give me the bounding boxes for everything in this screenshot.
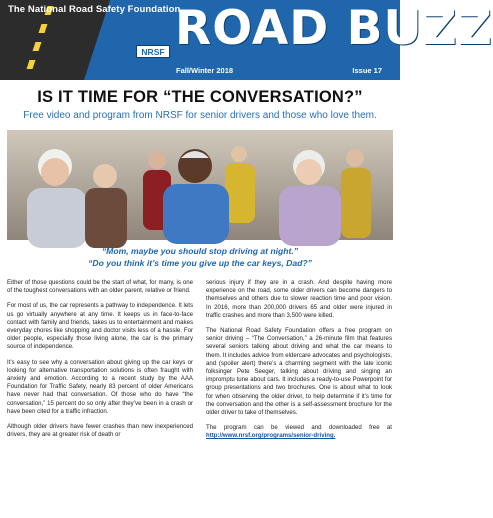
body-column-right [206, 279, 392, 448]
masthead [0, 0, 493, 80]
paragraph: Although older drivers have fewer crashes than new inexperienced drivers, they are at greater risk of death or [7, 423, 193, 439]
edition-date: Fall/Winter 2018 [176, 66, 234, 75]
pull-quote-line-1: “Mom, maybe you should stop driving at night.” [101, 246, 299, 256]
paragraph: For most of us, the car represents a pathway to independence. It lets us go virtually anywhere at any time. It keeps us in face-to-face contact with family and friends, takes us to entertainment and makes everyday chores like shopping and doctor visits less of a hassle. For older people, especially those living alone, the car is the primary source of independence. [7, 302, 193, 351]
paragraph: It’s easy to see why a conversation about giving up the car keys or looking for alternative transportation solutions is often fraught with anxiety and emotion. According to a recent study by the AAA Foundation for Traffic Safety, nearly 83 percent of older Americans have never had that conversation. Of those who do have “the conversation,” 15 percent do so only after they’ve been in a crash or have been cited for a traffic infraction. [7, 358, 193, 415]
seniors-photo [7, 130, 393, 240]
issue-number: Issue 17 [352, 66, 382, 75]
program-link[interactable]: http://www.nrsf.org/programs/senior-driving. [206, 432, 336, 440]
pull-quote-line-2: “Do you think it’s time you give up the car keys, Dad?” [88, 258, 312, 268]
newsletter-title: ROAD BUZZ [175, 1, 493, 56]
photo-illustration [7, 130, 393, 240]
paragraph: The National Road Safety Foundation offers a free program on senior driving – “The Conversation,” a 26-minute film that features several seniors talking about driving and what the car means to them. It includes advice from eldercare advocates and psychologists, and (spoiler alert) there’s a charming segment with the late iconic folksinger Pete Seeger, talking about driving and singing an impromptu tune about cars. It includes a ready-to-use Powerpoint for group presentations and two brochures. One is about what to look for when observing the older driver, to help determine if it’s time for the conversation and the other is a self-assessment brochure for the older driver to take of themselves. [206, 327, 392, 417]
program-text: The program can be viewed and downloaded free at [206, 424, 392, 432]
paragraph: serious injury if they are in a crash. And despite having more experience on the road, some older drivers can become dangers to themselves and others due to slower reaction time and poor vision. In 2016, more than 200,000 drivers 65 and older were injured in traffic crashes and more than 3,500 were killed. [206, 279, 392, 319]
body-column-left [7, 279, 193, 446]
article-headline: IS IT TIME FOR “THE CONVERSATION?” [37, 88, 363, 106]
paragraph-program-link [206, 424, 392, 440]
nrsf-logo: NRSF [136, 45, 170, 58]
org-name: The National Road Safety Foundation [8, 4, 181, 15]
paragraph: Either of those questions could be the start of what, for many, is one of the toughest conversations with an older parent, relative or friend. [7, 279, 193, 295]
article-subhead: Free video and program from NRSF for senior drivers and those who love them. [23, 110, 377, 121]
